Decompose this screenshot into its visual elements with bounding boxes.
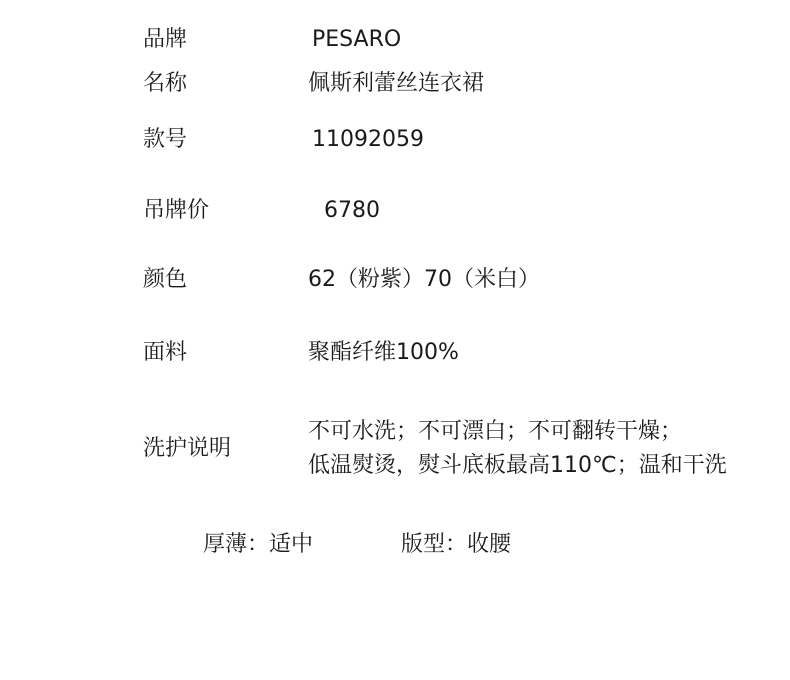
name-label: 名称 [143,71,188,96]
brand-label: 品牌 [143,27,188,52]
color-value: 62（粉紫）70（米白） [308,267,540,292]
care-instructions-label: 洗护说明 [143,436,232,461]
spec-row-tag-price [143,200,380,222]
care-instructions-line2: 低温熨烫，熨斗底板最高110℃；温和干洗 [308,453,727,478]
style-number-label: 款号 [143,127,188,152]
spec-row-name [143,73,484,95]
spec-row-thickness-fit [203,534,511,556]
fit-value: 版型：收腰 [401,532,512,557]
spec-row-fabric [143,342,459,364]
style-number-value: 11092059 [312,127,424,152]
spec-row-care-instructions [143,415,727,483]
tag-price-label: 吊牌价 [143,198,210,223]
fabric-value: 聚酯纤维100% [308,340,459,365]
care-instructions-value [308,415,727,483]
name-value: 佩斯利蕾丝连衣裙 [308,71,485,96]
spec-row-style-number [143,129,424,151]
color-label: 颜色 [143,267,188,292]
spec-row-brand [143,29,401,51]
spec-row-color [143,269,540,291]
brand-value: PESARO [312,27,402,52]
care-instructions-line1: 不可水洗；不可漂白；不可翻转干燥； [308,419,683,444]
fabric-label: 面料 [143,340,188,365]
thickness-value: 厚薄：适中 [203,532,314,557]
tag-price-value: 6780 [324,198,380,223]
